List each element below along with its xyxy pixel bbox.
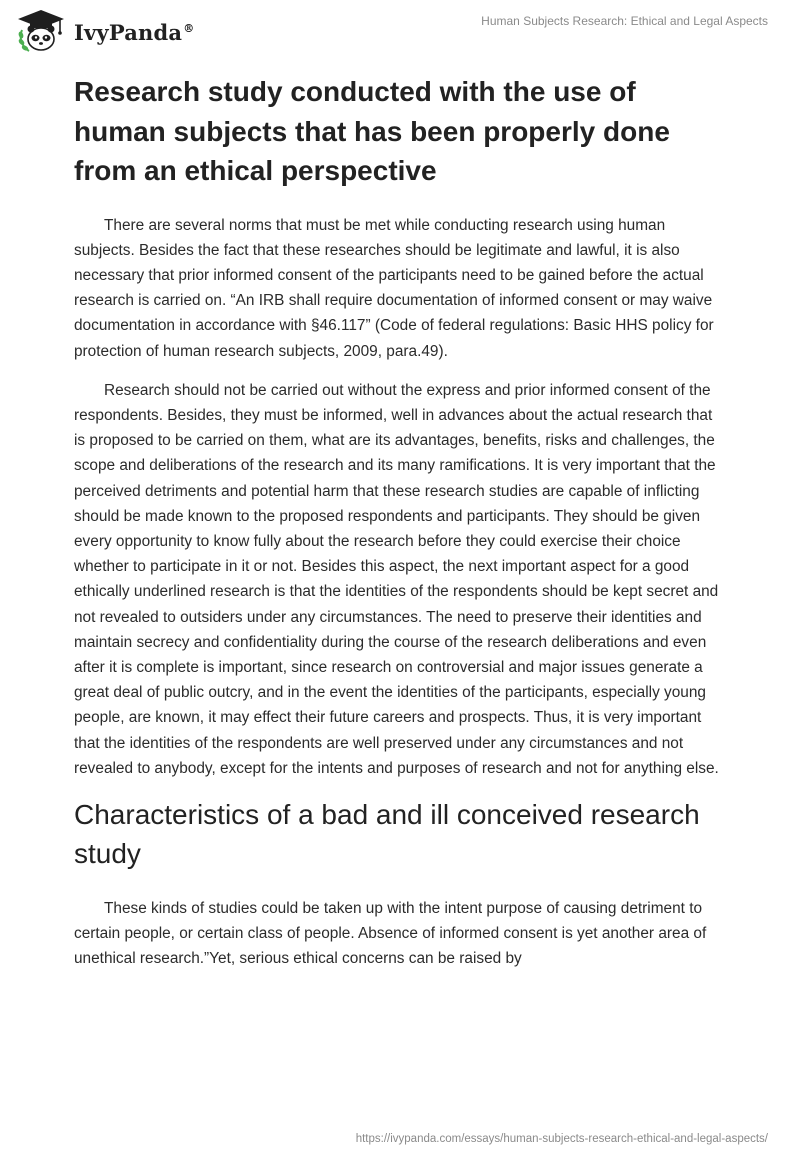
running-title: Human Subjects Research: Ethical and Legal Aspects	[481, 14, 768, 28]
source-url[interactable]: https://ivypanda.com/essays/human-subjects-research-ethical-and-legal-aspects/	[355, 1133, 768, 1145]
panda-graduate-icon	[14, 8, 68, 54]
section-heading-bad-research: Characteristics of a bad and ill conceived research study	[74, 798, 700, 870]
article-content	[74, 72, 726, 986]
brand-logo[interactable]	[14, 8, 194, 54]
registered-mark: ®	[183, 21, 195, 35]
brand-name-text: IvyPanda	[74, 19, 183, 45]
paragraph: Research should not be carried out without the express and prior informed consent of the respondents. Besides, they must be informed, well in advances about the actual research that is proposed to be carried on them, what are its advantages, benefits, risks and challenges, the scope and deliberations of the research and its many ramifications. It is very important that the perceived detriments and potential harm that these research studies are capable of inflicting should be made known to the proposed respondents and participants. They should be given every opportunity to know fully about the research before they could exercise their choice whether to participate in it or not. Besides this aspect, the next important aspect for a good ethically underlined research is that the identities of the respondents should be kept secret and not revealed to outsiders under any circumstances. The need to preserve their identities and maintain secrecy and confidentiality during the course of the research deliberations and even after it is complete is important, since research on controversial and major issues generate a great deal of public outcry, and in the event the identities of the participants, especially young people, are known, it may effect their future careers and prospects. Thus, it is very important that the identities of the respondents are well preserved under any circumstances and not revealed to anybody, except for the intents and purposes of research and not for anything else.	[74, 381, 719, 777]
paragraph: These kinds of studies could be taken up with the intent purpose of causing detriment to certain people, or certain class of people. Absence of informed consent is yet another area of unethical research.”Yet, serious ethical concerns can be raised by	[74, 899, 707, 968]
paragraph: There are several norms that must be met while conducting research using human subjects. Besides the fact that these researches should be legitimate and lawful, it is also necessary that prior informed consent of the participants need to be gained before the actual research is carried on. “An IRB shall require documentation of informed consent or may waive documentation in accordance with §46.117” (Code of federal regulations: Basic HHS policy for protection of human research subjects, 2009, para.49).	[74, 216, 714, 360]
brand-name	[74, 20, 194, 45]
section-heading-ethical-research: Research study conducted with the use of human subjects that has been properly done from an ethical perspective	[74, 76, 670, 186]
page-header	[0, 0, 800, 62]
